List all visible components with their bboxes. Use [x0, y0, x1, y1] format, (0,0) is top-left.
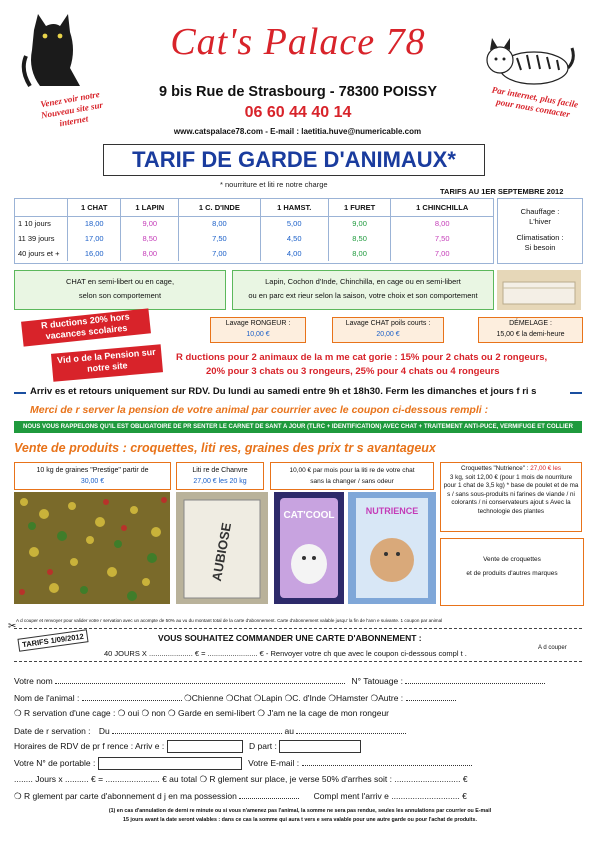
catcool-bag-photo	[274, 492, 344, 604]
species-hamster[interactable]: ❍Hamster	[328, 693, 369, 703]
depart-label: D part :	[248, 740, 277, 751]
scissors-icon: ✂	[8, 621, 17, 632]
species-label: Chat	[233, 693, 252, 703]
lavage-rongeur-price: 10,00 €	[246, 331, 270, 338]
form-row-name	[14, 675, 545, 686]
table-cell: 5,00	[260, 216, 328, 231]
date-to-field[interactable]	[296, 725, 406, 734]
cut-right-note: A d couper	[538, 645, 567, 651]
opening-hours: Arriv es et retours uniquement sur RDV. Du lundi au samedi entre 9h et 18h30. Ferm les dimanches et jours f ri s	[30, 386, 537, 397]
tarif-footnote: * nourriture et liti re notre charge	[220, 180, 328, 189]
demelage-title: DÉMELAGE :	[509, 320, 552, 327]
col-header: 1 HAMST.	[260, 199, 328, 216]
table-cell: 8,50	[328, 231, 391, 246]
animal-name-label: Nom de l'animal :	[14, 693, 80, 703]
subscribe-title: VOUS SOUHAITEZ COMMANDER UNE CARTE D'ABONNEMENT :	[158, 633, 422, 643]
footnote-2: 15 jours avant la date seront valables : dans ce cas la somme qui aura t vers e sera valable pour une autre garde ou pour l'achat de produits.	[123, 817, 477, 823]
coupon-cut-line	[14, 661, 582, 662]
video-banner[interactable]	[51, 344, 163, 381]
date-from-field[interactable]	[112, 725, 282, 734]
chanvre-box	[176, 462, 264, 490]
nom-label: Votre nom	[14, 676, 53, 686]
table-cell: 16,00	[68, 246, 121, 261]
table-cell: 4,50	[260, 231, 328, 246]
carnet-banner	[14, 421, 582, 433]
form-row-payment	[14, 774, 468, 785]
cut-note: A d couper et renvoyer pour valider votre r servation avec un acompte de 50% au vu du montant total de la carte d'abonnement. Carte d'abonnement valable jusqu' la fin de l'ann e suivante. 1 coupon par animal	[16, 618, 443, 623]
lavage-chat-price: 20,00 €	[376, 331, 400, 338]
species-label: C. d'Inde	[292, 693, 326, 703]
table-row	[15, 231, 493, 246]
col-header: 1 C. D'INDE	[179, 199, 260, 216]
croquettes-title-row	[443, 465, 579, 474]
demelage-price: 15,00 € la demi-heure	[496, 331, 565, 338]
table-cell: 8,00	[434, 219, 450, 229]
row-label-header	[15, 199, 68, 216]
species-label: Chienne	[191, 693, 224, 703]
form-row-animal	[14, 692, 456, 704]
chanvre-price: 27,00 € les 20 kg	[193, 478, 247, 485]
oui-label: oui	[127, 708, 140, 718]
heating-value: L'hiver	[529, 217, 551, 226]
tarif-heading-box	[103, 144, 485, 176]
ma-cage-checkbox[interactable]: ❍	[257, 708, 268, 718]
species-chienne[interactable]: ❍Chienne	[184, 693, 224, 703]
phone: 06 60 44 40 14	[244, 104, 352, 121]
catcool-label: CAT'COOL	[283, 510, 335, 521]
tatouage-field[interactable]	[405, 675, 545, 684]
reglement-carte-label: R glement par carte d'abonnement d j en ma possession	[23, 791, 237, 801]
reduction-line-2: 20% pour 3 chats ou 3 rongeurs, 25% pour 4 chats ou 4 rongeurs	[206, 366, 500, 377]
page-title: Cat's Palace 78	[170, 21, 426, 63]
reglement-carte-checkbox[interactable]: ❍	[14, 791, 24, 801]
depart-field[interactable]	[279, 740, 361, 753]
table-cell: 7,50	[434, 234, 450, 243]
date-res-label: Date de r servation :	[14, 726, 91, 736]
table-cell: 7,00	[434, 249, 450, 258]
email-field[interactable]	[302, 757, 472, 766]
heating-title: Chauffage :	[520, 207, 560, 216]
lavage-chat-box	[332, 317, 444, 343]
nutrience-bag-photo	[348, 492, 436, 604]
hours-dash-left	[14, 392, 26, 394]
clim-value: Si besoin	[524, 243, 556, 252]
species-label: Hamster	[336, 693, 369, 703]
rodent-housing-box	[232, 270, 494, 310]
portable-label: Votre N° de portable :	[14, 758, 96, 768]
form-row-cage	[14, 708, 389, 719]
table-cell: 17,00	[68, 231, 121, 246]
lavage-rongeur-box	[210, 317, 306, 343]
vente-line1: Vente de croquettes	[483, 556, 541, 563]
right-website-note: Par internet, plus facile pour nous contacter	[491, 84, 579, 120]
chanvre-text: Liti re de Chanvre	[192, 467, 248, 474]
table-cell: 8,00	[179, 216, 260, 231]
reserve-instruction: Merci de r server la pension de votre animal par courrier avec le coupon ci-dessous rempli :	[30, 404, 489, 416]
promo-text: R ductions 20% hors vacances scolaires	[40, 311, 131, 342]
species-autre[interactable]: ❍Autre :	[370, 693, 404, 703]
row-label: 1 10 jours	[15, 216, 68, 231]
lavage-rongeur-title: Lavage RONGEUR :	[225, 320, 291, 327]
products-heading: Vente de produits : croquettes, liti res, graines des prix tr s avantageux	[14, 441, 436, 455]
cage-photo	[497, 270, 581, 310]
reglement-place-label: R glement sur place, je verse 50% d'arrhes soit : ............................ €	[209, 774, 468, 784]
clim-title: Climatisation :	[516, 233, 564, 242]
species-lapin[interactable]: ❍Lapin	[253, 693, 283, 703]
lavage-chat-title: Lavage CHAT poils courts :	[345, 320, 431, 327]
nutrience-label: NUTRIENCE	[365, 506, 419, 516]
footnote-1: (1) en cas d'annulation de derni re minute ou si vous n'amenez pas l'animal, la somme ne sera pas rendue, seules les annulations par courrier ou E-mail	[108, 808, 492, 814]
cage-non-radio[interactable]: ❍	[141, 708, 152, 718]
arrival-field[interactable]	[167, 740, 243, 753]
tatouage-label: N° Tatouage :	[351, 676, 403, 686]
table-cell: 8,00	[121, 246, 179, 261]
row-label: 11 39 jours	[15, 231, 68, 246]
autre-field[interactable]	[406, 692, 456, 701]
email-label: Votre E-mail :	[248, 758, 300, 768]
web-email: www.catspalace78.com - E-mail : laetitia.huve@numericable.com	[173, 127, 422, 136]
form-row-horaires	[14, 740, 361, 753]
ma-cage-label: J'am ne la cage de mon rongeur	[267, 708, 390, 718]
table-row	[15, 216, 493, 231]
cat-illustration-left	[20, 10, 88, 95]
table-cell: 9,00	[328, 216, 391, 231]
video-text: Vid o de la Pension sur notre site	[56, 346, 157, 374]
du-label: Du	[98, 726, 110, 736]
litiere-line2: sans la changer / sans odeur	[310, 478, 394, 485]
tarif-header-row	[15, 199, 493, 216]
cage-question: R servation d'une cage :	[23, 708, 116, 718]
col-header: 1 LAPIN	[121, 199, 179, 216]
aubiose-label: AUBIOSE	[208, 521, 235, 583]
species-label: Lapin	[261, 693, 283, 703]
form-row-dates	[14, 725, 406, 736]
cut-line	[14, 628, 582, 629]
semi-checkbox[interactable]: ❍	[168, 708, 178, 718]
nom-field[interactable]	[55, 675, 345, 684]
hours-dash-right	[570, 392, 582, 394]
carte-field[interactable]	[239, 790, 299, 799]
coupon-stamp: TARIFS 1/09/2012	[17, 629, 88, 652]
croquettes-price: 27,00 € les	[530, 465, 562, 472]
cat-housing-box	[14, 270, 226, 310]
rodent-housing-line1: Lapin, Cochon d'Inde, Chinchilla, en cage ou en semi-libert	[265, 277, 461, 286]
species-cinde[interactable]: ❍C. d'Inde	[284, 693, 326, 703]
table-cell: 9,00	[121, 216, 179, 231]
cage-checkbox[interactable]: ❍	[14, 708, 24, 718]
form-row-contact	[14, 757, 472, 770]
vente-line2: et de produits d'autres marques	[466, 570, 558, 577]
left-website-note: Venez voir notre Nouveau site sur internet	[39, 89, 104, 129]
tarif-heading: TARIF DE GARDE D'ANIMAUX*	[132, 147, 456, 172]
rodent-housing-line2: ou en parc ext rieur selon la saison, votre choix et son comportement	[248, 291, 478, 300]
form-row-card	[14, 790, 467, 802]
col-header: 1 CHINCHILLA	[416, 202, 469, 212]
portable-field[interactable]	[98, 757, 242, 770]
reduction-line-1: R ductions pour 2 animaux de la m me cat gorie : 15% pour 2 chats ou 2 rongeurs,	[176, 352, 548, 363]
col-header: 1 FURET	[328, 199, 391, 216]
carnet-text: NOUS VOUS RAPPELONS QU'IL EST OBLIGATOIRE DE PR SENTER LE CARNET DE SANT A JOUR (TLRC + IDENTIFICATION) AVEC CHAT + TRAITEMENT ANTI-PUCE, VERMIFUGE ET COLLIER	[23, 424, 573, 430]
non-label: non	[151, 708, 166, 718]
reglement-place-checkbox[interactable]: ❍	[199, 774, 210, 784]
climate-box	[497, 198, 583, 264]
col-header: 1 CHAT	[68, 199, 121, 216]
graines-photo	[14, 492, 170, 604]
graines-box	[14, 462, 171, 490]
complement-label: Compl ment l'arriv e ............................. €	[313, 791, 467, 801]
table-cell: 7,50	[179, 231, 260, 246]
jours-total: ........ Jours x .......... € = ....................... € au total	[14, 774, 198, 784]
table-cell: 8,00	[328, 246, 391, 261]
animal-name-field[interactable]	[82, 692, 182, 701]
croquettes-title: Croquettes "Nutrience" :	[460, 465, 529, 472]
aubiose-bag-photo	[176, 492, 268, 604]
croquettes-text: 3 kg, soit 12,00 € (pour 1 mois de nourriture pour 1 chat de 3,5 kg) * base de poulet et de ma s / sans sous-produits ni farines de viande / ni colorants / ni conservateurs ajout s Avec la technologie des plantes	[443, 473, 579, 515]
graines-text: 10 kg de graines "Prestige" partir de	[36, 467, 149, 474]
tarif-table	[14, 198, 494, 264]
row-label: 40 jours et +	[15, 246, 68, 261]
cat-housing-line2: selon son comportement	[78, 291, 162, 300]
au-label: au	[284, 726, 295, 736]
croquettes-box	[440, 462, 582, 532]
subscribe-line: 40 JOURS X ..................... € = ........................ € - Renvoyer votre ch que avec le coupon ci-dessous compl t .	[104, 649, 467, 658]
litiere-box	[270, 462, 434, 490]
litiere-line1: 10,00 € par mois pour la liti re de votre chat	[289, 467, 415, 474]
vente-box	[440, 538, 584, 606]
semi-label: Garde en semi-libert	[178, 708, 256, 718]
table-cell: 4,00	[260, 246, 328, 261]
table-row	[15, 246, 493, 261]
table-cell: 18,00	[68, 216, 121, 231]
graines-price: 30,00 €	[80, 478, 105, 485]
cat-housing-line1: CHAT en semi-libert ou en cage,	[65, 277, 175, 286]
table-cell: 7,00	[179, 246, 260, 261]
demelage-box	[478, 317, 583, 343]
table-cell: 8,50	[121, 231, 179, 246]
tarif-date: TARIFS AU 1ER SEPTEMBRE 2012	[440, 187, 564, 196]
horaires-label: Horaires de RDV de pr f rence : Arriv e :	[14, 740, 165, 751]
species-chat[interactable]: ❍Chat	[225, 693, 252, 703]
cage-oui-radio[interactable]: ❍	[117, 708, 128, 718]
address: 9 bis Rue de Strasbourg - 78300 POISSY	[158, 84, 437, 100]
species-label: Autre :	[378, 693, 404, 703]
promo-reductions	[21, 308, 151, 346]
